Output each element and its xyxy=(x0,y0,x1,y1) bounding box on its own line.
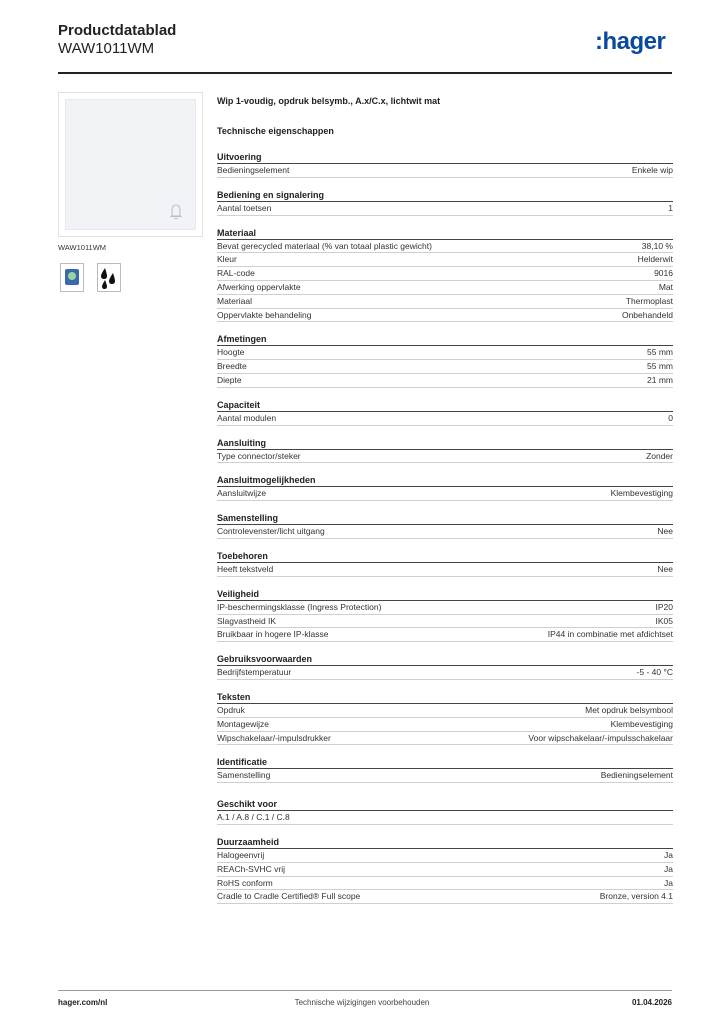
bell-icon xyxy=(169,203,183,220)
spec-row xyxy=(217,601,673,615)
spec-section xyxy=(217,398,673,426)
spec-value: Klembevestiging xyxy=(610,718,673,729)
spec-row xyxy=(217,863,673,877)
header-divider xyxy=(58,72,672,74)
spec-row xyxy=(217,267,673,281)
spec-row xyxy=(217,309,673,323)
spec-label: Wipschakelaar/-impulsdrukker xyxy=(217,732,331,743)
spec-value: Nee xyxy=(657,563,673,574)
spec-value: 9016 xyxy=(654,268,673,279)
spec-section xyxy=(217,226,673,323)
spec-value: Ja xyxy=(664,849,673,860)
section-title: Bediening en signalering xyxy=(217,188,673,202)
spec-value: Bedieningselement xyxy=(600,770,673,781)
spec-label: Oppervlakte behandeling xyxy=(217,309,312,320)
spec-row xyxy=(217,253,673,267)
spec-row xyxy=(217,666,673,680)
section-title: Teksten xyxy=(217,690,673,704)
spec-section xyxy=(217,690,673,745)
spec-row xyxy=(217,615,673,629)
section-title: Aansluitmogelijkheden xyxy=(217,473,673,487)
spec-value: Ja xyxy=(664,877,673,888)
spec-value: Met opdruk belsymbool xyxy=(585,704,673,715)
spec-value: 55 mm xyxy=(647,347,673,358)
spec-label: Bevat gerecycled materiaal (% van totaal plastic gewicht) xyxy=(217,240,432,251)
spec-label: Diepte xyxy=(217,374,242,385)
spec-label: Controlevenster/licht uitgang xyxy=(217,526,325,537)
spec-label: Aantal modulen xyxy=(217,412,277,423)
spec-row xyxy=(217,295,673,309)
footer-disclaimer: Technische wijzigingen voorbehouden xyxy=(294,998,430,1007)
spec-row xyxy=(217,374,673,388)
cert-badge xyxy=(65,269,79,285)
image-caption: WAW1011WM xyxy=(58,243,107,252)
spec-value: Mat xyxy=(658,281,673,292)
spec-value: Zonder xyxy=(646,450,673,461)
technical-properties-title: Technische eigenschappen xyxy=(217,126,334,136)
spec-section xyxy=(217,473,673,501)
product-description: Wip 1-voudig, opdruk belsymb., A.x/C.x, lichtwit mat xyxy=(217,96,441,106)
spec-value: Voor wipschakelaar/-impulsschakelaar xyxy=(528,732,673,743)
section-title: Geschikt voor xyxy=(217,797,673,811)
section-title: Aansluiting xyxy=(217,436,673,450)
section-title: Samenstelling xyxy=(217,511,673,525)
hager-logo: :hager xyxy=(595,28,666,55)
spec-label: Kleur xyxy=(217,254,237,265)
spec-row xyxy=(217,890,673,904)
spec-section xyxy=(217,549,673,577)
spec-label: Bedrijfstemperatuur xyxy=(217,667,292,678)
spec-section xyxy=(217,150,673,178)
spec-label: Aantal toetsen xyxy=(217,202,272,213)
spec-row xyxy=(217,704,673,718)
spec-section xyxy=(217,587,673,642)
spec-label: Materiaal xyxy=(217,295,252,306)
spec-value: -5 - 40 °C xyxy=(636,667,673,678)
spec-label: Type connector/steker xyxy=(217,450,301,461)
spec-label: Breedte xyxy=(217,361,247,372)
footer-website: hager.com/nl xyxy=(58,998,108,1007)
spec-value: Nee xyxy=(657,526,673,537)
spec-row xyxy=(217,732,673,746)
section-title: Gebruiksvoorwaarden xyxy=(217,652,673,666)
sustainability-rows xyxy=(217,849,673,904)
spec-value: Helderwit xyxy=(637,254,673,265)
spec-section xyxy=(217,436,673,464)
spec-value: Thermoplast xyxy=(625,295,673,306)
spec-label: Samenstelling xyxy=(217,770,271,781)
spec-value: 55 mm xyxy=(647,361,673,372)
spec-label: RAL-code xyxy=(217,268,255,279)
spec-row xyxy=(217,811,673,825)
spec-value: IP44 in combinatie met afdichtset xyxy=(547,629,673,640)
spec-label: Montagewijze xyxy=(217,718,269,729)
switch-plate xyxy=(65,99,196,230)
spec-row xyxy=(217,877,673,891)
spec-label: RoHS conform xyxy=(217,877,273,888)
spec-row xyxy=(217,240,673,254)
spec-section xyxy=(217,652,673,680)
header-title: Productdatablad xyxy=(58,22,177,39)
spec-row xyxy=(217,628,673,642)
spec-label: Halogeenvrij xyxy=(217,849,265,860)
footer-divider xyxy=(58,990,672,991)
spec-label: Hoogte xyxy=(217,347,245,358)
spec-label: Aansluitwijze xyxy=(217,488,267,499)
spec-label: Bedieningselement xyxy=(217,165,290,175)
spec-row xyxy=(217,487,673,501)
spec-section xyxy=(217,755,673,783)
spec-label: Slagvastheid IK xyxy=(217,615,277,626)
section-title: Identificatie xyxy=(217,755,673,769)
spec-value: Klembevestiging xyxy=(610,488,673,499)
product-code: WAW1011WM xyxy=(58,40,155,57)
spec-section xyxy=(217,511,673,539)
section-title: Toebehoren xyxy=(217,549,673,563)
spec-value: IK05 xyxy=(655,615,673,626)
section-title: Veiligheid xyxy=(217,587,673,601)
spec-row xyxy=(217,769,673,783)
spec-row xyxy=(217,563,673,577)
spec-value: Bronze, version 4.1 xyxy=(599,891,673,902)
spec-row xyxy=(217,164,673,178)
spec-row xyxy=(217,525,673,539)
footer-date: 01.04.2026 xyxy=(631,998,672,1007)
drops-graphic xyxy=(98,264,120,291)
spec-value: 38,10 % xyxy=(641,240,673,251)
spec-label: Bruikbaar in hogere IP-klasse xyxy=(217,629,329,640)
spec-value: 1 xyxy=(668,202,673,213)
spec-value: IP20 xyxy=(655,601,673,612)
spec-row xyxy=(217,718,673,732)
spec-label: REACh-SVHC vrij xyxy=(217,863,286,874)
water-drops-icon xyxy=(97,263,121,292)
spec-row xyxy=(217,450,673,464)
spec-row xyxy=(217,202,673,216)
section-title: Duurzaamheid xyxy=(217,835,673,849)
spec-row xyxy=(217,281,673,295)
section-title: Materiaal xyxy=(217,226,673,240)
spec-row xyxy=(217,346,673,360)
spec-section xyxy=(217,332,673,387)
spec-row xyxy=(217,412,673,426)
spec-value: Onbehandeld xyxy=(621,309,673,320)
suitable-section xyxy=(217,797,673,825)
section-title: Uitvoering xyxy=(217,150,673,164)
spec-row xyxy=(217,849,673,863)
spec-label: A.1 / A.8 / C.1 / C.8 xyxy=(217,812,290,823)
spec-row xyxy=(217,360,673,374)
spec-section xyxy=(217,188,673,216)
spec-label: Afwerking oppervlakte xyxy=(217,281,301,292)
spec-sections xyxy=(217,150,673,783)
spec-value: 0 xyxy=(668,412,673,423)
spec-label: Cradle to Cradle Certified® Full scope xyxy=(217,891,361,902)
product-image xyxy=(58,92,203,237)
spec-label: Opdruk xyxy=(217,704,245,715)
cradle-to-cradle-icon xyxy=(60,263,84,292)
spec-label: Heeft tekstveld xyxy=(217,563,274,574)
spec-value: Ja xyxy=(664,863,673,874)
section-title: Afmetingen xyxy=(217,332,673,346)
specification-content xyxy=(217,96,673,914)
sustainability-section xyxy=(217,835,673,904)
section-title: Capaciteit xyxy=(217,398,673,412)
spec-value: Enkele wip xyxy=(631,165,673,175)
spec-label: IP-beschermingsklasse (Ingress Protection) xyxy=(217,601,382,612)
spec-value: 21 mm xyxy=(647,374,673,385)
